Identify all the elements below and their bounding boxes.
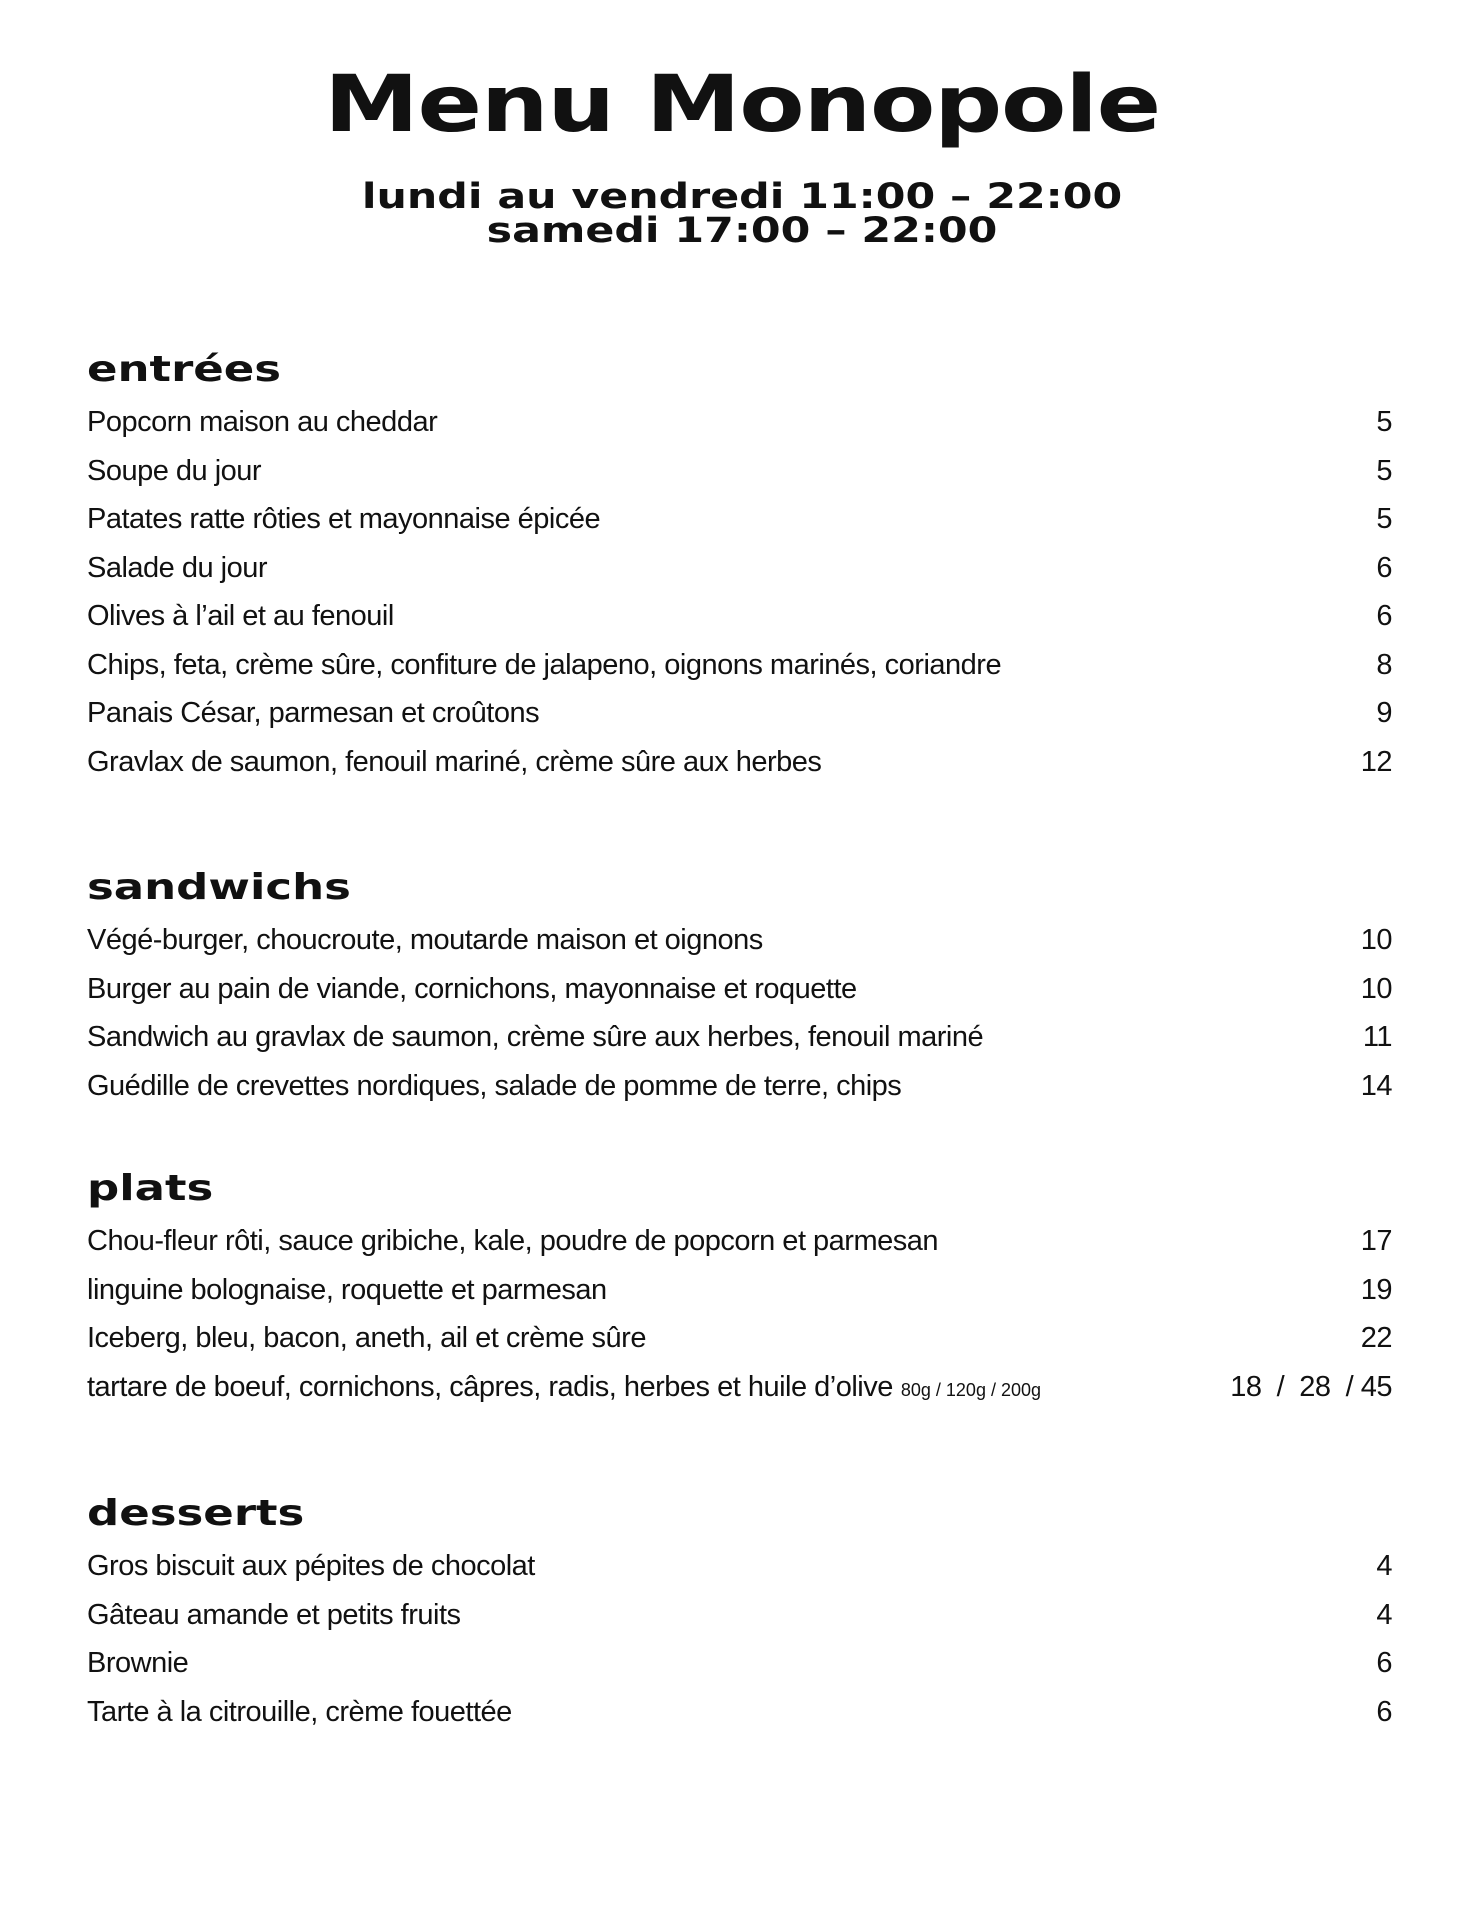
menu-item — [87, 592, 1392, 641]
menu-item — [87, 1363, 1392, 1412]
item-price: 10 — [1360, 972, 1392, 1005]
item-price: 17 — [1360, 1225, 1392, 1257]
item-price: 4 — [1376, 1550, 1392, 1582]
item-price: 8 — [1376, 648, 1392, 681]
item-name: Panais César, parmesan et croûtons — [87, 697, 540, 729]
item-price: 6 — [1376, 1695, 1392, 1728]
item-price: 6 — [1376, 600, 1392, 632]
item-name: linguine bolognaise, roquette et parmesan — [87, 1273, 607, 1306]
item-price: 6 — [1376, 551, 1392, 584]
menu-item — [87, 1542, 1392, 1591]
menu-item — [87, 1266, 1392, 1315]
section-entrees — [87, 350, 1392, 786]
item-name: Guédille de crevettes nordiques, salade de pomme de terre, chips — [87, 1069, 902, 1102]
item-name: Salade du jour — [87, 551, 268, 584]
item-name: Gâteau amande et petits fruits — [87, 1598, 461, 1631]
section-title: entrées — [87, 349, 282, 390]
item-portion-note: 80g / 120g / 200g — [900, 1379, 1041, 1400]
menu-item — [87, 738, 1392, 787]
menu-item — [87, 544, 1392, 593]
menu-item — [87, 1013, 1392, 1062]
item-name: Soupe du jour — [87, 454, 262, 487]
menu-item — [87, 1314, 1392, 1363]
item-price: 11 — [1362, 1021, 1392, 1053]
section-title: plats — [87, 1168, 214, 1209]
item-name: Iceberg, bleu, bacon, aneth, ail et crème sûre — [87, 1322, 646, 1354]
item-name: Végé-burger, choucroute, moutarde maison et oignons — [87, 924, 763, 956]
item-price: 9 — [1376, 697, 1392, 729]
item-name: Chou-fleur rôti, sauce gribiche, kale, poudre de popcorn et parmesan — [87, 1225, 939, 1257]
opening-hours — [0, 177, 1484, 251]
section-plats — [87, 1169, 1392, 1411]
item-price: 10 — [1360, 924, 1392, 956]
item-price: 5 — [1376, 503, 1392, 535]
item-name: Burger au pain de viande, cornichons, mayonnaise et roquette — [87, 972, 857, 1005]
item-name: Popcorn maison au cheddar — [87, 406, 438, 438]
menu-item — [87, 1591, 1392, 1640]
item-name: Gravlax de saumon, fenouil mariné, crème sûre aux herbes — [87, 745, 822, 778]
item-name: Gros biscuit aux pépites de chocolat — [87, 1550, 535, 1582]
item-price: 5 — [1376, 406, 1392, 438]
item-name: Olives à l’ail et au fenouil — [87, 600, 394, 632]
menu-item — [87, 1062, 1392, 1111]
menu-item — [87, 447, 1392, 496]
menu-item — [87, 398, 1392, 447]
item-name-wrap — [87, 1363, 1041, 1414]
item-price: 5 — [1376, 454, 1392, 487]
section-sandwichs — [87, 868, 1392, 1110]
item-name: tartare de boeuf, cornichons, câpres, radis, herbes et huile d’olive — [87, 1370, 893, 1403]
item-price: 4 — [1376, 1598, 1392, 1631]
menu-item — [87, 916, 1392, 965]
menu-item — [87, 641, 1392, 690]
item-price: 6 — [1376, 1647, 1392, 1679]
item-name: Sandwich au gravlax de saumon, crème sûre aux herbes, fenouil mariné — [87, 1021, 984, 1053]
item-price: 18 / 28 / 45 — [1230, 1370, 1392, 1403]
item-price: 19 — [1360, 1273, 1392, 1306]
item-name: Patates ratte rôties et mayonnaise épicée — [87, 503, 601, 535]
item-price: 12 — [1360, 745, 1392, 778]
section-desserts — [87, 1494, 1392, 1736]
menu-item — [87, 1217, 1392, 1266]
section-title: desserts — [87, 1493, 305, 1534]
item-price: 14 — [1360, 1069, 1392, 1102]
item-price: 22 — [1360, 1322, 1392, 1354]
menu-item — [87, 1639, 1392, 1688]
menu-item — [87, 495, 1392, 544]
hours-weekday: lundi au vendredi 11:00 – 22:00 — [361, 177, 1123, 217]
item-name: Chips, feta, crème sûre, confiture de jalapeno, oignons marinés, coriandre — [87, 648, 1002, 681]
section-title: sandwichs — [87, 867, 351, 908]
menu-item — [87, 689, 1392, 738]
menu-item — [87, 965, 1392, 1014]
item-name: Tarte à la citrouille, crème fouettée — [87, 1695, 512, 1728]
page-title: Menu Monopole — [324, 60, 1160, 150]
item-name: Brownie — [87, 1647, 189, 1679]
menu-item — [87, 1688, 1392, 1737]
hours-saturday: samedi 17:00 – 22:00 — [486, 211, 998, 251]
